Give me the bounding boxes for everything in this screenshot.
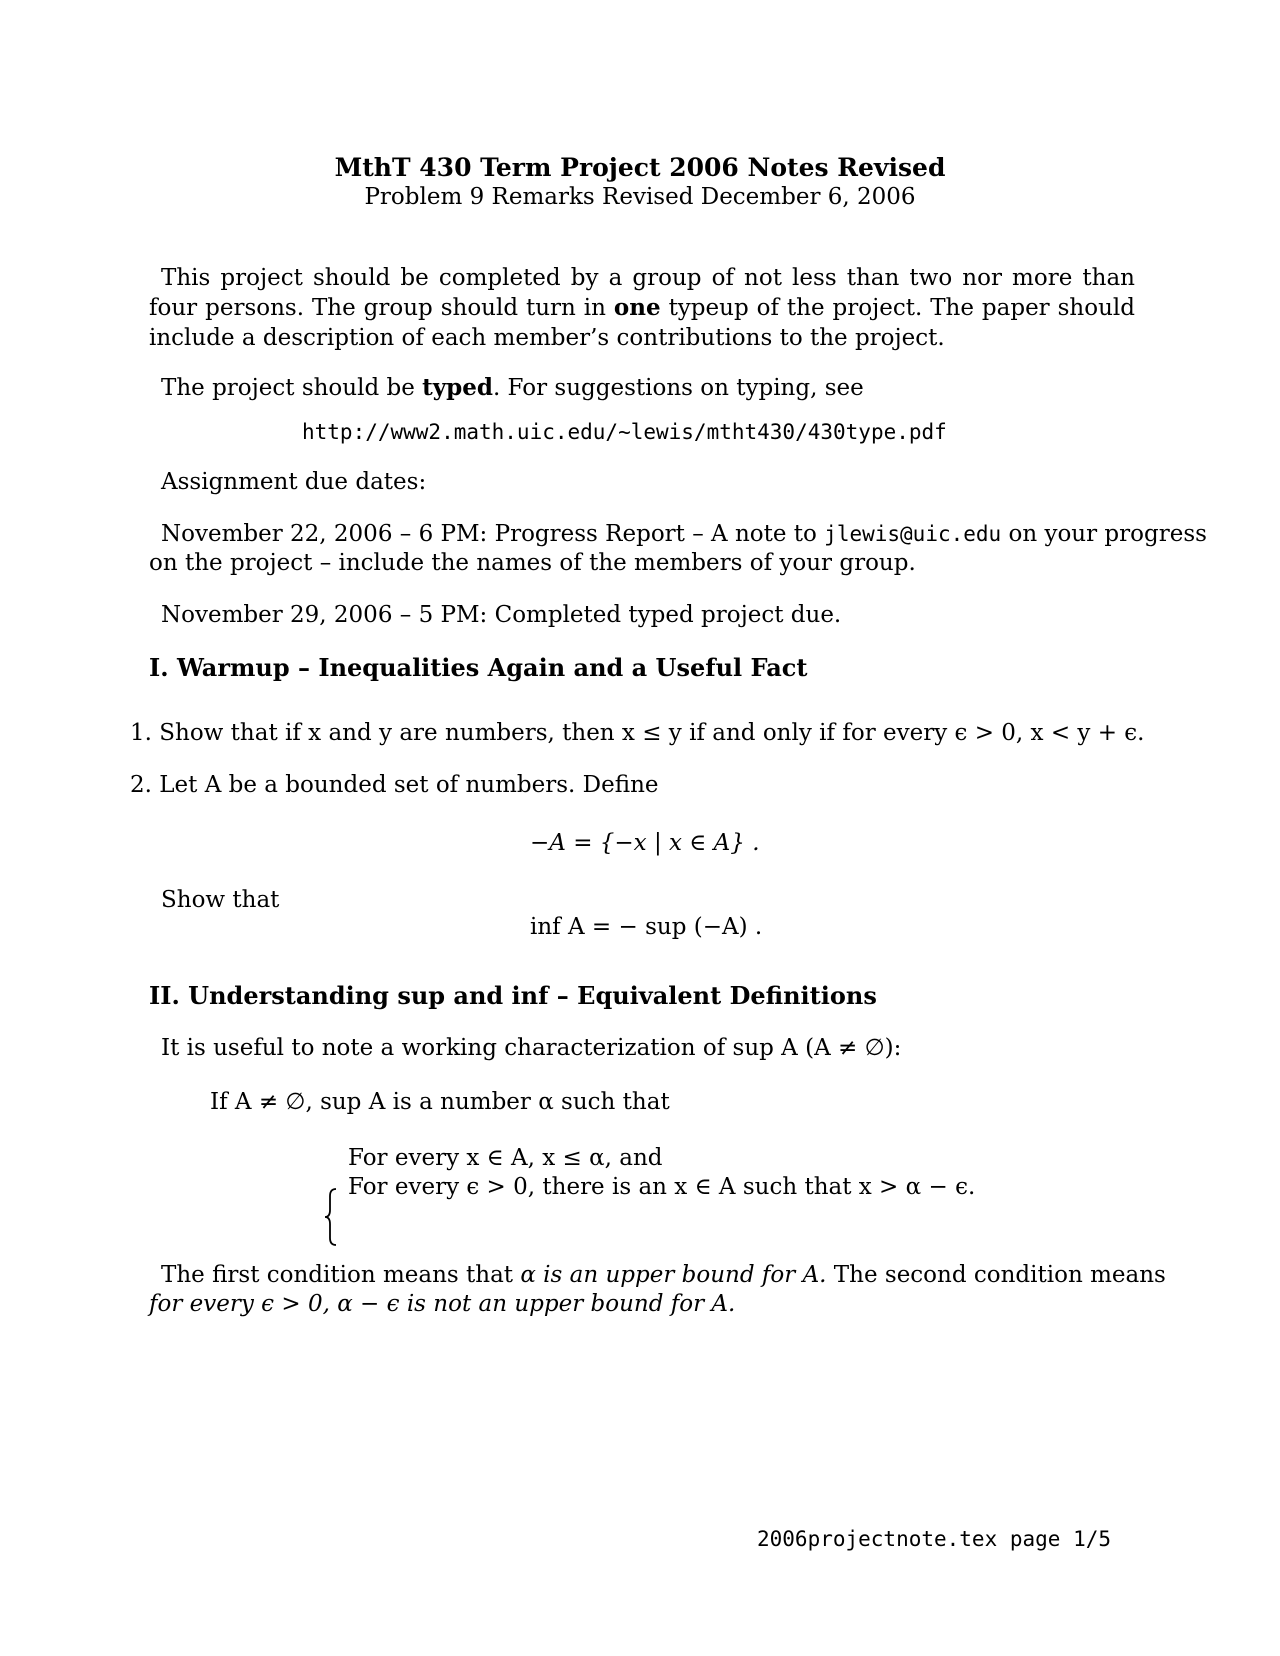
equation-inf-sup: inf A = − sup (−A) .: [530, 914, 763, 940]
remark1-text-a: The first condition means that: [161, 1262, 521, 1288]
remark-line-1: [161, 1260, 1166, 1291]
due1-text-b: on your progress: [1001, 521, 1207, 547]
section-2-heading: II. Understanding sup and inf – Equivalent Definitions: [149, 981, 877, 1010]
remark1-text-b: The second condition means: [826, 1262, 1166, 1288]
condition-2: For every ϵ > 0, there is an x ∈ A such that x > α − ϵ.: [348, 1174, 976, 1200]
remark-line-2: for every ϵ > 0, α − ϵ is not an upper bound for A.: [149, 1291, 736, 1317]
due-date-1-line2: on the project – include the names of the members of your group.: [149, 550, 916, 576]
typing-paragraph: [161, 372, 864, 404]
typing-bold: typed: [422, 374, 493, 401]
document-subtitle: Problem 9 Remarks Revised December 6, 2006: [364, 184, 916, 210]
intro-bold-one: one: [613, 294, 661, 321]
sup-definition-line: If A ≠ ∅, sup A is a number α such that: [210, 1089, 670, 1115]
intro-text-a: This project should be completed by a group of not less than two nor more than four persons. The group should turn in: [149, 265, 1135, 321]
due-date-2: November 29, 2006 – 5 PM: Completed typed project due.: [161, 602, 842, 628]
typing-text-a: The project should be: [161, 375, 423, 401]
condition-1: For every x ∈ A, x ≤ α, and: [348, 1145, 663, 1171]
intro-paragraph: [149, 263, 1135, 353]
intro-text-b: typeup of the project. The paper should include a description of each member’s contributions to the project.: [149, 295, 1135, 351]
due-dates-label: Assignment due dates:: [161, 469, 427, 495]
show-that-label: Show that: [161, 887, 280, 913]
list-item-2: 2. Let A be a bounded set of numbers. Define: [130, 772, 659, 798]
section-1-heading: I. Warmup – Inequalities Again and a Useful Fact: [149, 653, 808, 682]
left-brace-icon: [324, 1188, 338, 1246]
page-footer: 2006projectnote.tex page 1/5: [757, 1527, 1112, 1551]
typing-url-link[interactable]: http://www2.math.uic.edu/~lewis/mtht430/430type.pdf: [302, 420, 947, 444]
document-title: MthT 430 Term Project 2006 Notes Revised: [334, 153, 946, 182]
due1-text-a: November 22, 2006 – 6 PM: Progress Report – A note to: [161, 521, 825, 547]
remark1-italic: α is an upper bound for A.: [520, 1262, 827, 1288]
typing-text-b: . For suggestions on typing, see: [492, 375, 864, 401]
sup-characterization-intro: It is useful to note a working characterization of sup A (A ≠ ∅):: [161, 1035, 902, 1061]
equation-neg-a: −A = {−x | x ∈ A} .: [530, 830, 760, 856]
list-item-1: 1. Show that if x and y are numbers, then x ≤ y if and only if for every ϵ > 0, x < y + ϵ.: [130, 720, 1145, 746]
email-link[interactable]: jlewis@uic.edu: [824, 522, 1002, 546]
due-date-1-line1: [161, 519, 1207, 550]
